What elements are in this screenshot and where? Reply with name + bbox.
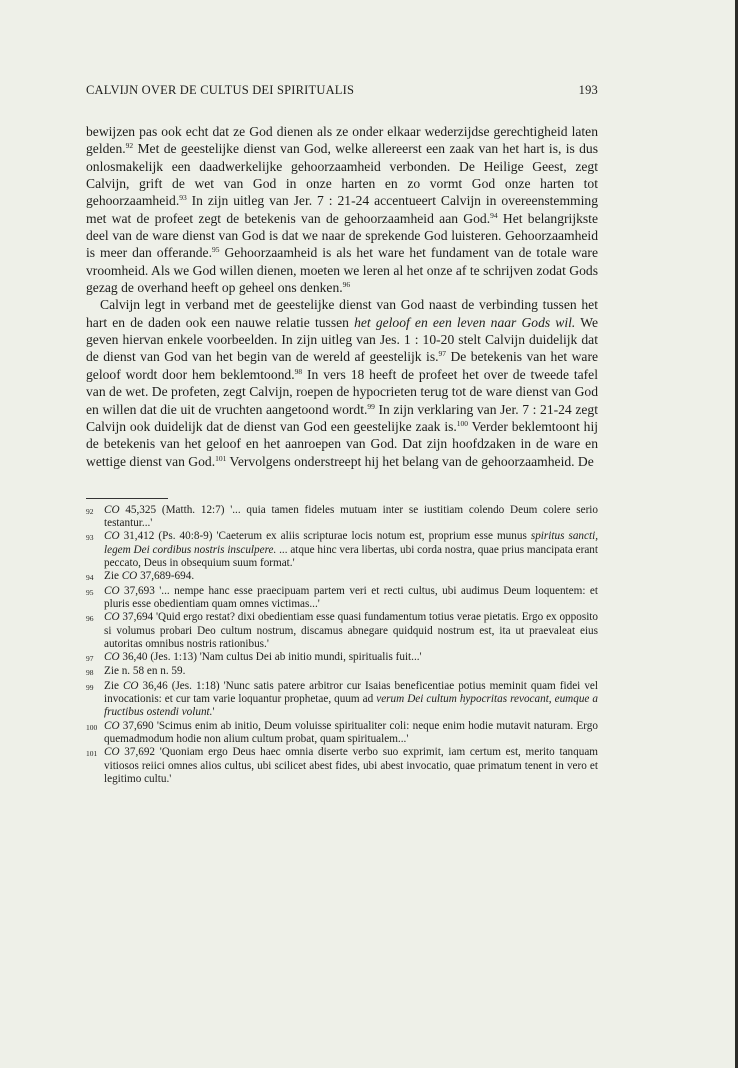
- footnote-ref-101[interactable]: 101: [215, 453, 227, 463]
- footnotes: [86, 504, 598, 786]
- footnote-ref-99[interactable]: 99: [367, 401, 375, 411]
- footnote-ref-93[interactable]: 93: [179, 193, 187, 203]
- footnote-ref-95[interactable]: 95: [212, 245, 220, 255]
- page-number: 193: [578, 83, 598, 97]
- footnote-93: 93 CO 31,412 (Ps. 40:8-9) 'Caeterum ex aliis scripturae locis notum est, proprium esse munus spiritus sancti, legem Dei cordibus nostris insculpere. ... atque hinc vera libertas, ubi corda nostra, quae prius mancipata erant peccato, Deus in obsequium suum format.': [86, 530, 599, 570]
- emphasis-text: het geloof en een leven naar Gods wil.: [354, 314, 576, 330]
- footnote-ref-100[interactable]: 100: [456, 418, 469, 428]
- footnote-ref-92[interactable]: 92: [125, 141, 134, 151]
- running-head: [86, 82, 598, 98]
- book-page: [86, 82, 598, 786]
- footnote-98: 98 Zie n. 58 en n. 59.: [86, 665, 186, 678]
- footnote-96: 96 CO 37,694 'Quid ergo restat? dixi obedientiam esse quasi fundamentum totius verae pietatis. Ergo ex opposito si volumus probari Deo cultum nostrum, discamus abnegare quidquid nostrum est, ita ut praevaleat eius autoritas omnibus nostris rationibus.': [86, 611, 598, 650]
- footnote-ref-94[interactable]: 94: [490, 210, 498, 220]
- footnote-100: 100 CO 37,690 'Scimus enim ab initio, Deum voluisse spiritualiter coli: neque enim hodie mutavit naturam. Ergo quemadmodum hodie non alium cultum probat, quam spiritualem...': [86, 719, 598, 745]
- footnote-101: 101 CO 37,692 'Quoniam ergo Deus haec omnia diserte verbo suo exprimit, iam certum est, merito tanquam vitiosos reiici omnes alios cultus, ubi scilicet abest fides, ubi abest invocatio, quae primatum tenent in vero et legitimo cultu.': [86, 746, 598, 785]
- footnote-ref-98[interactable]: 98: [294, 366, 303, 376]
- paragraph-2: Calvijn legt in verband met de geestelijke dienst van God naast de verbinding tussen het hart en de daden ook een nauwe relatie tussen het geloof en een leven naar Gods wil. We geven hiervan enkele voorbeelden. In zijn uitleg van Jes. 1 : 10-20 stelt Calvijn duidelijk dat de dienst van God van het begin van de wereld af geestelijk is.$^{97}$ De betekenis van het ware geloof wordt door hem beklemtoond.$^{98}$ In vers 18 heeft de profeet het over de tweede tafel van de wet. De profeten, zegt Calvijn, roepen de hypocrieten terug tot de ware dienst van God en willen dat die uit de vruchten aangetoond wordt.$^{99}$ In zijn verklaring van Jer. 7 : 21-24 zegt Calvijn ook duidelijk dat de dienst van God een geestelijke zaak is.$^{100}$ Verder beklemtoont hij de betekenis van het geloof en het aanroepen van God. Dat zijn hoofdzaken in de ware en wettige dienst van God.$^{101}$ Vervolgens onderstreept hij het belang van de gehoorzaamheid. De: [86, 297, 598, 469]
- footnote-92: 92 CO 45,325 (Matth. 12:7) '... quia tamen fideles mutuam inter se iustitiam colendo Deum colere serio testantur...': [86, 503, 598, 530]
- footnote-94: 94 Zie CO 37,689-694.: [86, 570, 195, 583]
- footnote-rule: [86, 498, 168, 499]
- paragraph-1: bewijzen pas ook echt dat ze God dienen als ze onder elkaar wederzijdse gerechtigheid laten gelden.$^{92}$ Met de geestelijke dienst van God, welke allereerst een zaak van het hart is, is dus onlosmakelijk een daadwerkelijke gehoorzaamheid verbonden. De Heilige Geest, zegt Calvijn, grift de wet van God in onze harten en zo vormt God onze harten tot gehoorzaamheid.$^{93}$ In zijn uitleg van Jer. 7 : 21-24 accentueert Calvijn in overeenstemming met wat de profeet zegt de betekenis van de gehoorzaamheid aan God.$^{94}$ Het belangrijkste deel van de ware dienst van God is dat we naar de sprekende God luisteren. Gehoorzaamheid is meer dan offerande.$^{95}$ Gehoorzaamheid is als het ware het fundament van de totale ware vroomheid. Als we God willen dienen, moeten we leren al het onze af te schrijven zodat Gods gezag de overhand heeft op geheel ons denken.$^{96}$: [86, 124, 598, 296]
- footnote-95: 95 CO 37,693 '... nempe hanc esse praecipuam partem veri et recti cultus, ubi audimus Deum loquentem: et pluris esse obedientiam quam omnes victimas...': [86, 584, 598, 610]
- footnote-97: 97 CO 36,40 (Jes. 1:13) 'Nam cultus Dei ab initio mundi, spiritualis fuit...': [86, 651, 422, 664]
- footnote-ref-97[interactable]: 97: [438, 349, 447, 359]
- footnote-ref-96[interactable]: 96: [342, 280, 351, 290]
- footnote-99: 99 Zie CO 36,46 (Jes. 1:18) 'Nunc satis patere arbitror cur Isaias beneficentiae potius meminit quam fidei vel invocationis: et cur tam varie loquantur prophetae, quum ad verum Dei cultum hypocritas revocant, eumque a fructibus ostendi volunt.': [86, 679, 599, 719]
- body-text: [86, 123, 598, 470]
- running-title: CALVIJN OVER DE CULTUS DEI SPIRITUALIS: [86, 83, 355, 97]
